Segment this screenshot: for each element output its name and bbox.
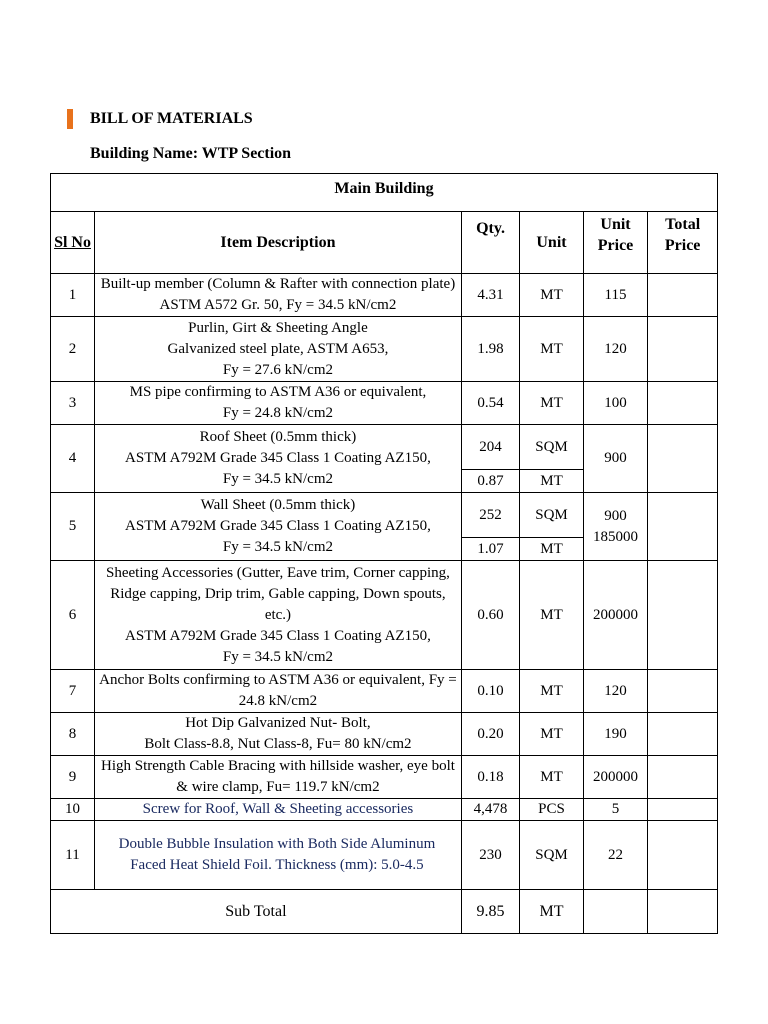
row-sl: 10 bbox=[51, 799, 95, 821]
row-unit: MT bbox=[520, 713, 584, 756]
subtotal-row bbox=[51, 890, 718, 934]
row-description: Purlin, Girt & Sheeting Angle Galvanized steel plate, ASTM A653, Fy = 27.6 kN/cm2 bbox=[95, 317, 462, 382]
row-total-price bbox=[648, 799, 718, 821]
row-unit-price: 120 bbox=[583, 317, 648, 382]
column-header-unit-price: Unit Price bbox=[583, 212, 648, 274]
bill-of-materials-table bbox=[50, 173, 718, 934]
row-total-price bbox=[648, 561, 718, 670]
row-unit: MT bbox=[520, 756, 584, 799]
row-unit-price: 100 bbox=[583, 382, 648, 425]
row-unit: SQM bbox=[520, 821, 584, 890]
row-qty: 230 bbox=[461, 821, 519, 890]
row-total-price bbox=[648, 670, 718, 713]
row-sl: 8 bbox=[51, 713, 95, 756]
row-description: Built-up member (Column & Rafter with connection plate) ASTM A572 Gr. 50, Fy = 34.5 kN/cm2 bbox=[95, 274, 462, 317]
row-total-price bbox=[648, 713, 718, 756]
row-qty: 0.60 bbox=[461, 561, 519, 670]
row-unit: SQM bbox=[520, 493, 584, 538]
row-description: Hot Dip Galvanized Nut- Bolt, Bolt Class-8.8, Nut Class-8, Fu= 80 kN/cm2 bbox=[95, 713, 462, 756]
row-unit: PCS bbox=[520, 799, 584, 821]
row-description: Roof Sheet (0.5mm thick) ASTM A792M Grade 345 Class 1 Coating AZ150, Fy = 34.5 kN/cm2 bbox=[95, 425, 462, 493]
row-unit: MT bbox=[520, 382, 584, 425]
row-sl: 3 bbox=[51, 382, 95, 425]
row-total-price bbox=[648, 493, 718, 561]
document-title: BILL OF MATERIALS bbox=[90, 110, 253, 127]
row-total-price bbox=[648, 317, 718, 382]
row-unit-price: 22 bbox=[583, 821, 648, 890]
table-row bbox=[51, 493, 718, 538]
row-sl: 5 bbox=[51, 493, 95, 561]
row-unit-price: 200000 bbox=[583, 756, 648, 799]
row-unit-price: 120 bbox=[583, 670, 648, 713]
row-unit-price: 900 bbox=[583, 425, 648, 493]
row-sl: 1 bbox=[51, 274, 95, 317]
row-qty: 4,478 bbox=[461, 799, 519, 821]
table-row bbox=[51, 799, 718, 821]
column-header-unit: Unit bbox=[520, 212, 584, 274]
subtotal-qty: 9.85 bbox=[461, 890, 519, 934]
row-qty: 0.54 bbox=[461, 382, 519, 425]
table-row bbox=[51, 756, 718, 799]
table-row bbox=[51, 561, 718, 670]
row-unit-price: 200000 bbox=[583, 561, 648, 670]
row-qty-secondary: 0.87 bbox=[461, 470, 519, 493]
row-sl: 9 bbox=[51, 756, 95, 799]
row-total-price bbox=[648, 425, 718, 493]
row-unit-secondary: MT bbox=[520, 470, 584, 493]
row-qty: 0.18 bbox=[461, 756, 519, 799]
column-header-total-price: Total Price bbox=[648, 212, 718, 274]
building-name: Building Name: WTP Section bbox=[90, 145, 292, 162]
row-description: Anchor Bolts confirming to ASTM A36 or equivalent, Fy = 24.8 kN/cm2 bbox=[95, 670, 462, 713]
row-description: Screw for Roof, Wall & Sheeting accessories bbox=[95, 799, 462, 821]
row-description: Wall Sheet (0.5mm thick) ASTM A792M Grade 345 Class 1 Coating AZ150, Fy = 34.5 kN/cm2 bbox=[95, 493, 462, 561]
row-qty: 0.10 bbox=[461, 670, 519, 713]
row-unit-price: 190 bbox=[583, 713, 648, 756]
row-qty: 4.31 bbox=[461, 274, 519, 317]
row-qty-secondary: 1.07 bbox=[461, 538, 519, 561]
row-description: MS pipe confirming to ASTM A36 or equivalent, Fy = 24.8 kN/cm2 bbox=[95, 382, 462, 425]
row-unit: MT bbox=[520, 274, 584, 317]
table-row bbox=[51, 382, 718, 425]
row-sl: 11 bbox=[51, 821, 95, 890]
row-total-price bbox=[648, 382, 718, 425]
column-header-qty: Qty. bbox=[461, 212, 519, 274]
row-sl: 6 bbox=[51, 561, 95, 670]
row-total-price bbox=[648, 821, 718, 890]
row-unit-secondary: MT bbox=[520, 538, 584, 561]
table-row bbox=[51, 670, 718, 713]
title-accent-bar bbox=[67, 109, 73, 129]
row-unit: SQM bbox=[520, 425, 584, 470]
section-header: Main Building bbox=[51, 174, 718, 212]
row-total-price bbox=[648, 756, 718, 799]
row-sl: 2 bbox=[51, 317, 95, 382]
table-row bbox=[51, 274, 718, 317]
column-header-sl-label: Sl No bbox=[54, 234, 91, 251]
row-unit-price: 900 185000 bbox=[583, 493, 648, 561]
column-header-sl bbox=[51, 212, 95, 274]
subtotal-label: Sub Total bbox=[51, 890, 462, 934]
subtotal-total-price bbox=[648, 890, 718, 934]
row-qty: 252 bbox=[461, 493, 519, 538]
row-qty: 1.98 bbox=[461, 317, 519, 382]
row-description: High Strength Cable Bracing with hillside washer, eye bolt & wire clamp, Fu= 119.7 kN/cm2 bbox=[95, 756, 462, 799]
table-row bbox=[51, 317, 718, 382]
row-unit: MT bbox=[520, 561, 584, 670]
row-unit-price: 115 bbox=[583, 274, 648, 317]
column-header-description: Item Description bbox=[95, 212, 462, 274]
row-unit: MT bbox=[520, 317, 584, 382]
table-row bbox=[51, 713, 718, 756]
table-header-row bbox=[51, 212, 718, 274]
row-sl: 4 bbox=[51, 425, 95, 493]
row-unit: MT bbox=[520, 670, 584, 713]
row-sl: 7 bbox=[51, 670, 95, 713]
row-total-price bbox=[648, 274, 718, 317]
row-description: Sheeting Accessories (Gutter, Eave trim, Corner capping, Ridge capping, Drip trim, Gable capping, Down spouts, etc.) ASTM A792M Grade 345 Class 1 Coating AZ150, Fy = 34.5 kN/cm2 bbox=[95, 561, 462, 670]
row-unit-price: 5 bbox=[583, 799, 648, 821]
row-description: Double Bubble Insulation with Both Side Aluminum Faced Heat Shield Foil. Thickness (mm): 5.0-4.5 bbox=[95, 821, 462, 890]
row-qty: 0.20 bbox=[461, 713, 519, 756]
table-row bbox=[51, 821, 718, 890]
subtotal-unit: MT bbox=[520, 890, 584, 934]
row-qty: 204 bbox=[461, 425, 519, 470]
table-row bbox=[51, 425, 718, 470]
subtotal-unit-price bbox=[583, 890, 648, 934]
